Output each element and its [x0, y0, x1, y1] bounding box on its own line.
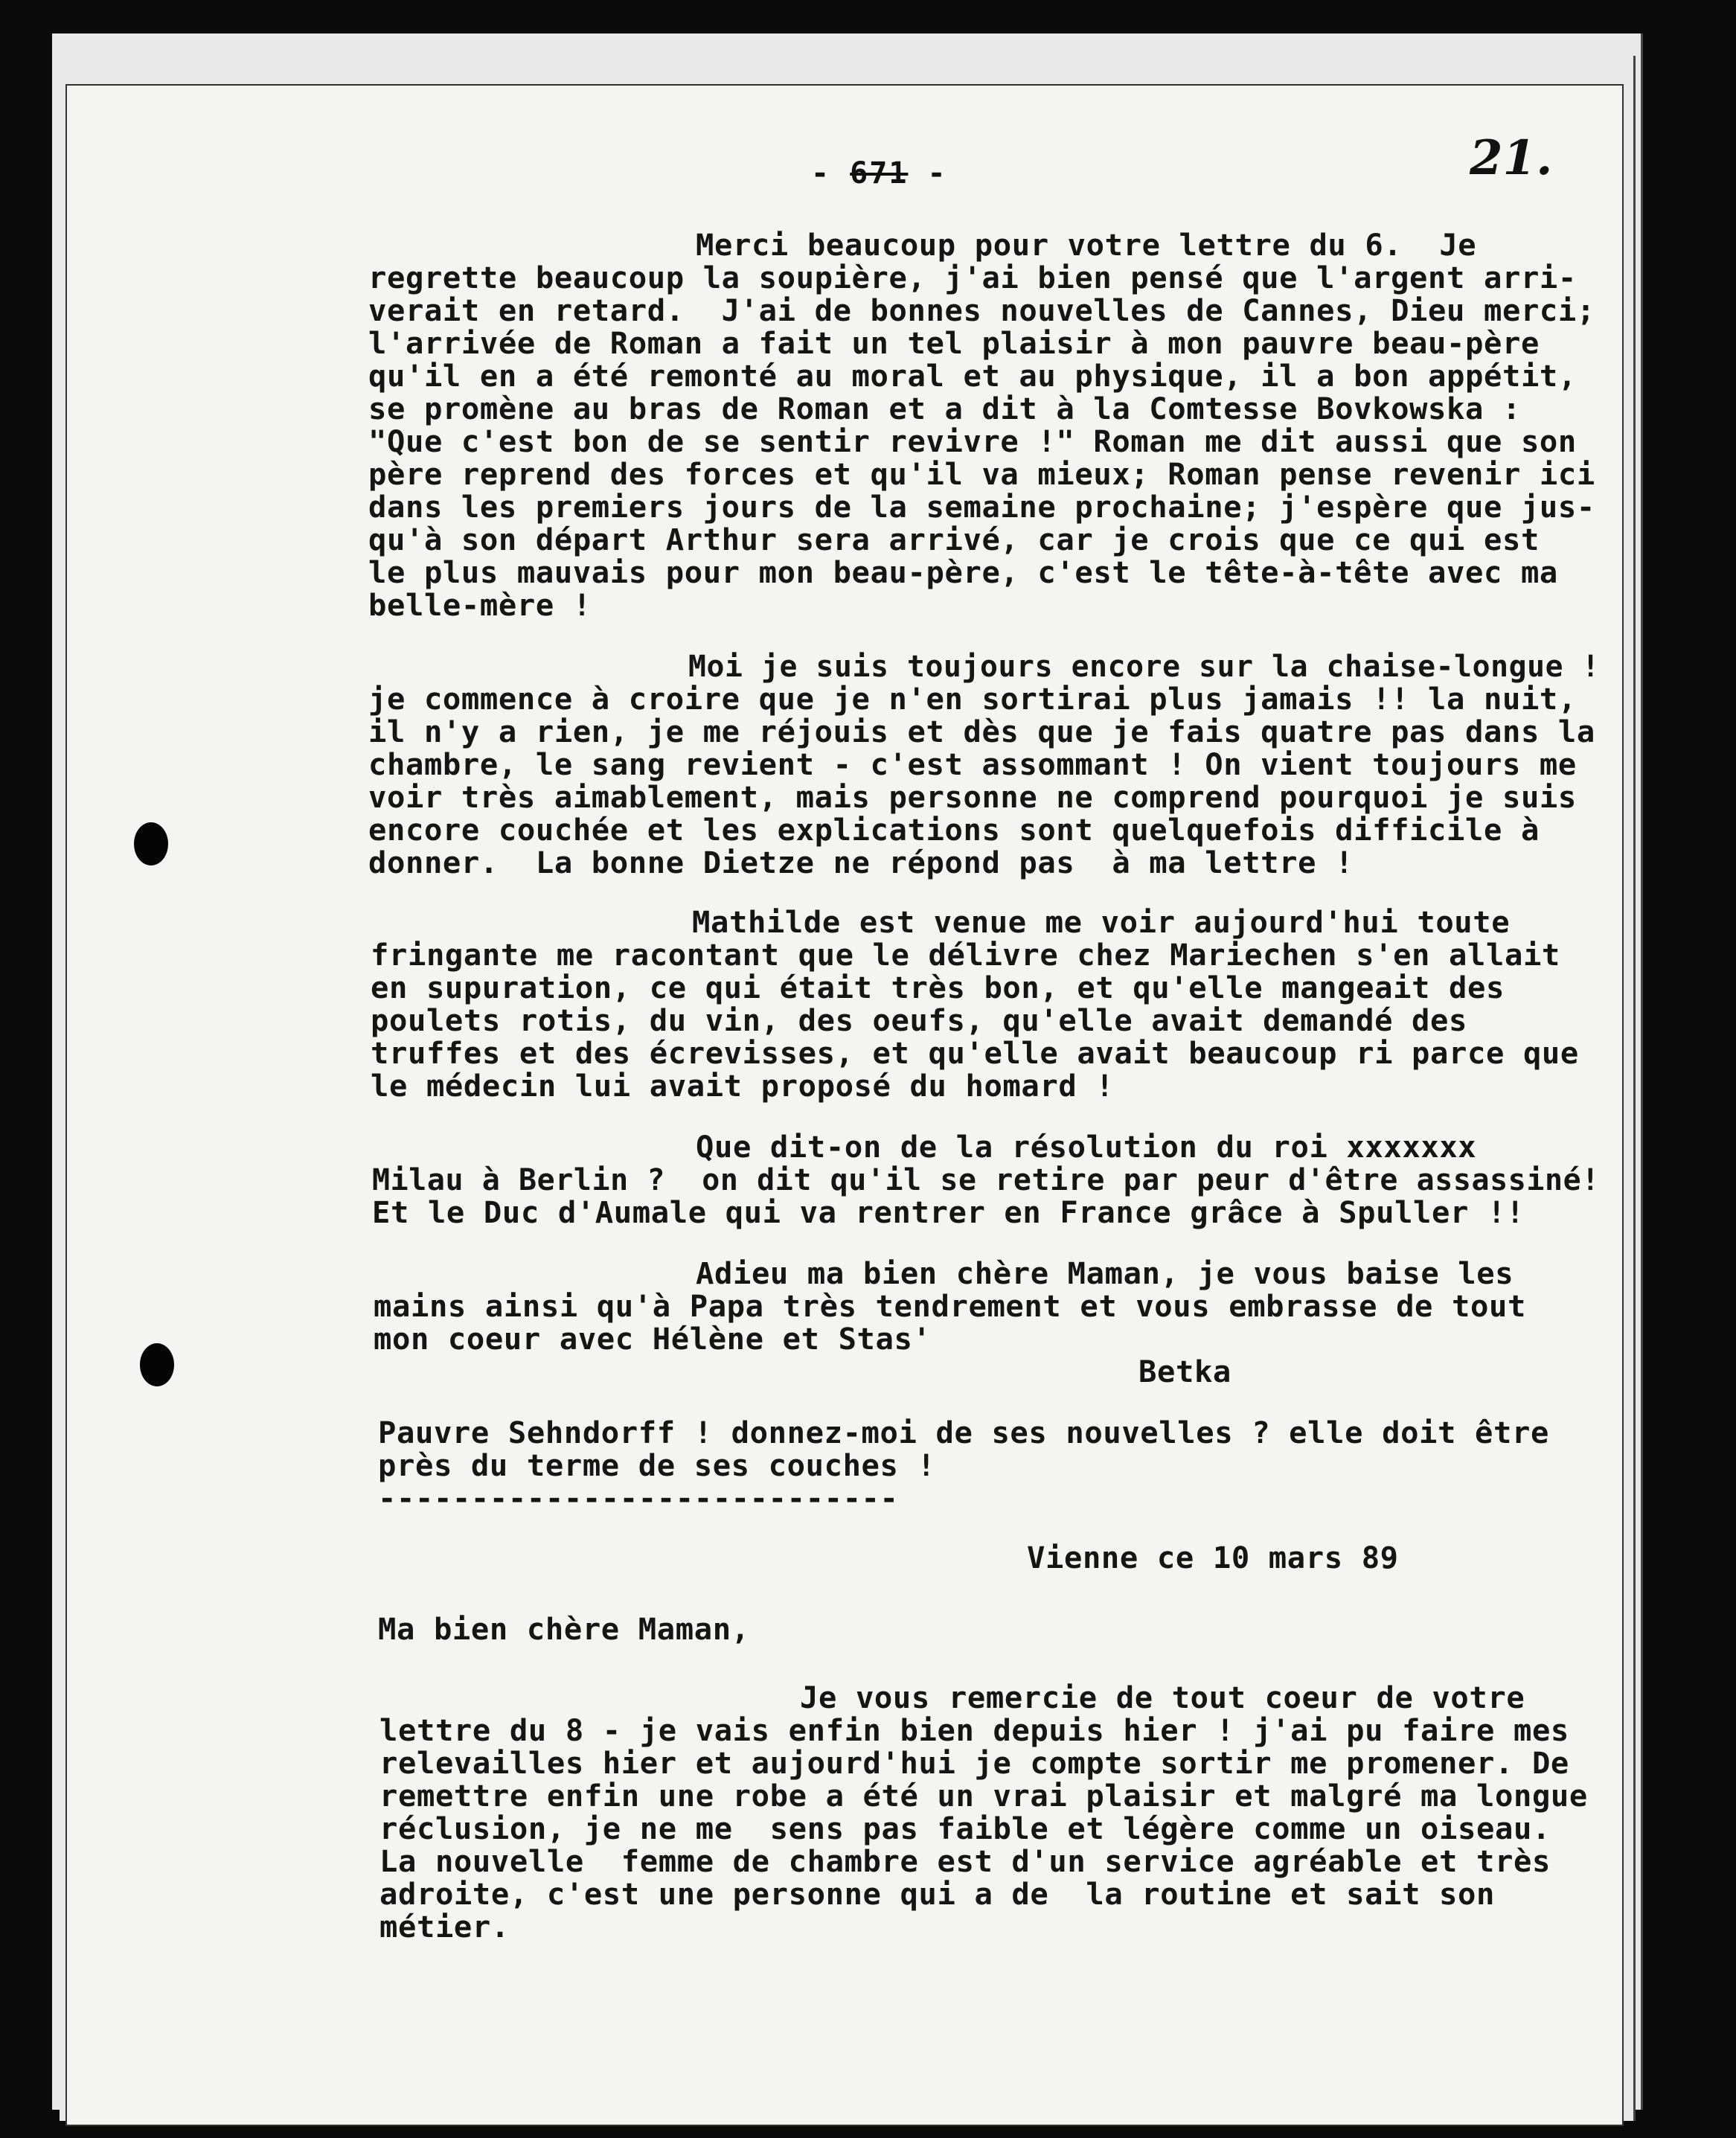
text-line: La nouvelle femme de chambre est d'un service agréable et très — [379, 1843, 1551, 1879]
text-line: voir très aimablement, mais personne ne comprend pourquoi je suis — [368, 779, 1577, 815]
text-line: qu'à son départ Arthur sera arrivé, car je crois que ce qui est — [368, 522, 1540, 557]
text-line: réclusion, je ne me sens pas faible et légère comme un oiseau. — [379, 1811, 1551, 1846]
text-line: Milau à Berlin ? on dit qu'il se retire par peur d'être assassiné! — [372, 1162, 1600, 1197]
postscript-line: Pauvre Sehndorff ! donnez-moi de ses nouvelles ? elle doit être — [378, 1415, 1549, 1450]
text-line: chambre, le sang revient - c'est assommant ! On vient toujours me — [368, 746, 1577, 782]
text-line: je commence à croire que je n'en sortirai plus jamais !! la nuit, — [368, 681, 1577, 717]
text-line: qu'il en a été remonté au moral et au physique, il a bon appétit, — [368, 358, 1577, 394]
text-line: il n'y a rien, je me réjouis et dès que je fais quatre pas dans la — [368, 714, 1595, 749]
text-line: regrette beaucoup la soupière, j'ai bien pensé que l'argent arri- — [368, 260, 1577, 295]
text-line: Je vous remercie de tout coeur de votre — [800, 1680, 1525, 1715]
text-line: se promène au bras de Roman et a dit à la Comtesse Bovkowska : — [368, 391, 1521, 426]
text-line: mon coeur avec Hélène et Stas' — [374, 1321, 932, 1357]
text-line: en supuration, ce qui était très bon, et qu'elle mangeait des — [371, 970, 1505, 1005]
text-line: belle-mère ! — [368, 587, 592, 623]
text-line: métier. — [379, 1909, 510, 1945]
text-line: fringante me racontant que le délivre chez Mariechen s'en allait — [371, 937, 1560, 973]
separator-rule: ---------------------------- — [378, 1480, 899, 1516]
typewritten-page — [67, 86, 1622, 2125]
text-line: truffes et des écrevisses, et qu'elle avait beaucoup ri parce que — [371, 1035, 1579, 1071]
text-line: le plus mauvais pour mon beau-père, c'est le tête-à-tête avec ma — [368, 554, 1558, 590]
text-line: Et le Duc d'Aumale qui va rentrer en France grâce à Spuller !! — [372, 1194, 1525, 1230]
text-line: père reprend des forces et qu'il va mieux; Roman pense revenir ici — [368, 456, 1595, 492]
text-line: dans les premiers jours de la semaine prochaine; j'espère que jus- — [368, 489, 1595, 525]
text-line: Mathilde est venue me voir aujourd'hui toute — [692, 904, 1511, 940]
punch-hole — [134, 822, 168, 865]
text-line: poulets rotis, du vin, des oeufs, qu'elle avait demandé des — [371, 1002, 1467, 1038]
date-line: Vienne ce 10 mars 89 — [1027, 1540, 1399, 1575]
text-line: mains ainsi qu'à Papa très tendrement et vous embrasse de tout — [374, 1288, 1526, 1324]
text-line: "Que c'est bon de se sentir revivre !" Roman me dit aussi que son — [368, 423, 1577, 459]
text-line: verait en retard. J'ai de bonnes nouvelles de Cannes, Dieu merci; — [368, 292, 1595, 328]
text-line: encore couchée et les explications sont quelquefois difficile à — [368, 812, 1540, 848]
text-line: remettre enfin une robe a été un vrai plaisir et malgré ma longue — [379, 1778, 1588, 1814]
salutation: Ma bien chère Maman, — [378, 1611, 750, 1647]
postscript-line: près du terme de ses couches ! — [378, 1447, 936, 1483]
text-line: Merci beaucoup pour votre lettre du 6. Je — [696, 227, 1477, 263]
text-line: l'arrivée de Roman a fait un tel plaisir à mon pauvre beau-père — [368, 325, 1540, 361]
signature: Betka — [1138, 1354, 1231, 1389]
punch-hole — [140, 1343, 174, 1386]
page-number: - 671 - — [811, 156, 947, 191]
text-line: Adieu ma bien chère Maman, je vous baise les — [696, 1255, 1514, 1291]
text-line: Que dit-on de la résolution du roi xxxxxxx — [696, 1129, 1477, 1165]
text-line: adroite, c'est une personne qui a de la routine et sait son — [379, 1876, 1495, 1912]
text-line: relevailles hier et aujourd'hui je compte sortir me promener. De — [379, 1745, 1569, 1781]
text-line: donner. La bonne Dietze ne répond pas à ma lettre ! — [368, 845, 1354, 880]
text-line: le médecin lui avait proposé du homard ! — [371, 1068, 1115, 1104]
text-line: Moi je suis toujours encore sur la chaise-longue ! — [688, 648, 1601, 684]
text-line: lettre du 8 - je vais enfin bien depuis hier ! j'ai pu faire mes — [379, 1712, 1569, 1748]
folio-number: 21. — [1470, 130, 1553, 186]
